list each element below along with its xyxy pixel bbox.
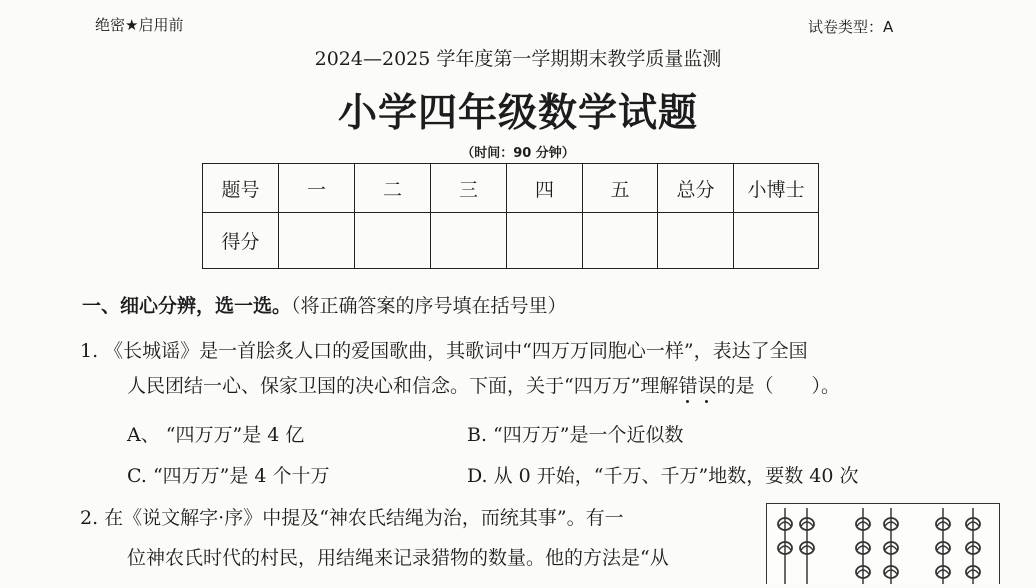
header-cell-part-1: 一	[279, 164, 355, 213]
header-cell-total: 总分	[658, 164, 734, 213]
question-2-line-1: 2. 在《说文解字·序》中提及“神农氏结绳为治，而统其事”。有一	[80, 507, 624, 529]
question-1-line-2-end: 的是（ ）。	[716, 375, 840, 397]
section-1-heading	[82, 291, 567, 318]
question-1-option-d: D. 从 0 开始，“千万、千万”地数，要数 40 次	[467, 465, 859, 487]
confidential-label: 绝密★启用前	[95, 16, 184, 34]
header-cell-question-number: 题号	[203, 164, 279, 213]
score-cell-bonus[interactable]	[734, 213, 819, 269]
exam-subtitle: 2024—2025 学年度第一学期期末教学质量监测	[314, 48, 722, 70]
rope-strand	[936, 508, 950, 584]
question-2-line-2: 位神农氏时代的村民，用结绳来记录猎物的数量。他的方法是“从	[127, 547, 669, 569]
question-1-line-1: 1. 《长城谣》是一首脍炙人口的爱国歌曲，其歌词中“四万万同胞心一样”，表达了全国	[80, 340, 808, 362]
knotted-rope-illustration	[767, 504, 999, 584]
emphasis-char-2: 误	[697, 375, 717, 397]
row-label-score: 得分	[203, 213, 279, 269]
knotted-rope-figure	[766, 503, 1000, 584]
time-note: （时间：90 分钟）	[461, 146, 575, 161]
question-1-option-a: A、 “四万万”是 4 亿	[127, 424, 305, 446]
rope-strand	[800, 508, 814, 584]
score-cell-total[interactable]	[658, 213, 734, 269]
score-cell-part-2[interactable]	[355, 213, 431, 269]
paper-type-label: 试卷类型：A	[808, 18, 894, 36]
rope-strand	[856, 508, 870, 584]
page-title: 小学四年级数学试题	[337, 91, 698, 136]
header-cell-bonus: 小博士	[734, 164, 819, 213]
section-1-instruction: （将正确答案的序号填在括号里）	[291, 295, 567, 317]
score-table	[202, 163, 819, 269]
question-1-line-2-start: 人民团结一心、保家卫国的决心和信念。下面，关于“四万万”理解	[127, 375, 679, 397]
header-cell-part-4: 四	[507, 164, 583, 213]
header-cell-part-3: 三	[431, 164, 507, 213]
emphasis-char-1: 错	[678, 375, 698, 397]
score-table-score-row	[203, 213, 819, 269]
rope-strand	[884, 508, 898, 584]
score-cell-part-4[interactable]	[507, 213, 583, 269]
question-1-option-b: B. “四万万”是一个近似数	[467, 424, 684, 446]
score-cell-part-1[interactable]	[279, 213, 355, 269]
header-cell-part-2: 二	[355, 164, 431, 213]
score-table-header-row	[203, 164, 819, 213]
rope-strand	[966, 508, 980, 584]
score-cell-part-3[interactable]	[431, 213, 507, 269]
section-1-title: 一、细心分辨，选一选。	[82, 295, 292, 317]
question-1-option-c: C. “四万万”是 4 个十万	[127, 465, 330, 487]
header-cell-part-5: 五	[583, 164, 658, 213]
rope-strand	[778, 508, 792, 584]
question-1-line-2	[127, 371, 840, 398]
score-cell-part-5[interactable]	[583, 213, 658, 269]
